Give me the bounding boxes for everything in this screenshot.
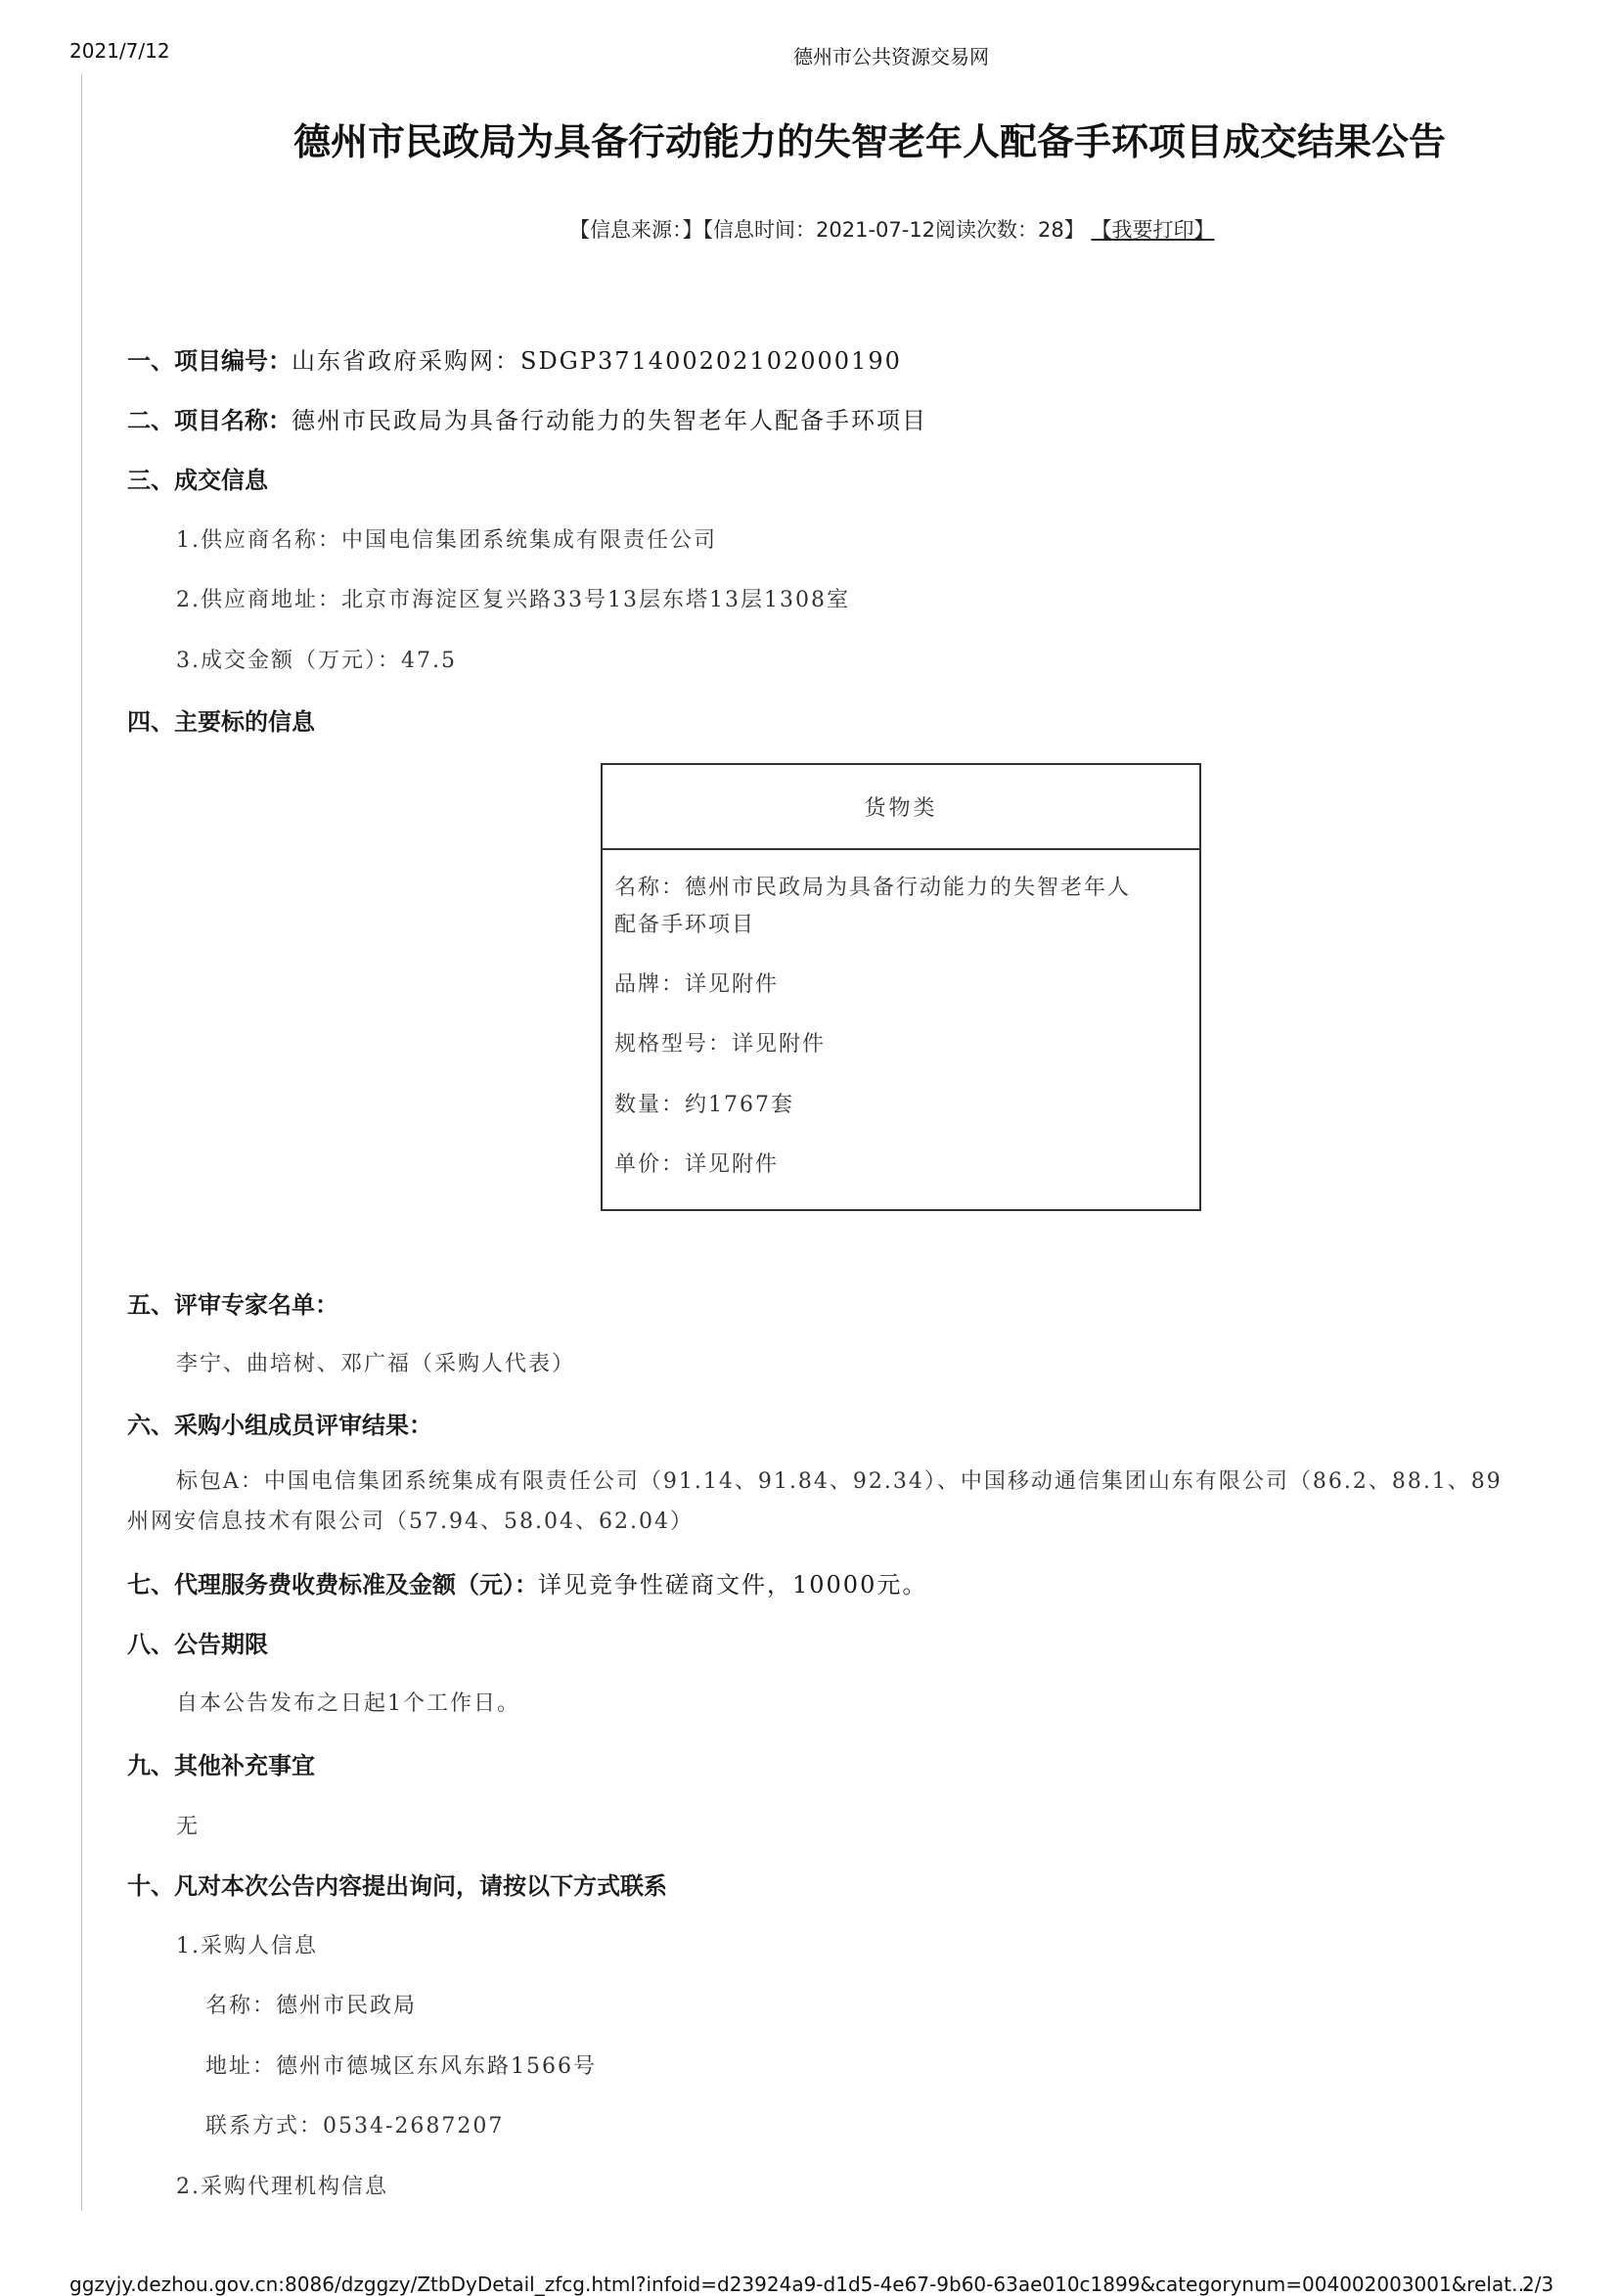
- section-heading: 二、项目名称：: [127, 407, 292, 434]
- section-project-number: [127, 345, 902, 377]
- section-heading: 四、主要标的信息: [127, 708, 315, 736]
- review-results-clip: [176, 1467, 1550, 1497]
- section-heading: 十、凡对本次公告内容提出询问，请按以下方式联系: [127, 1872, 667, 1900]
- section-main-targets: [127, 706, 315, 738]
- agency-info-heading: 2.采购代理机构信息: [176, 2175, 388, 2199]
- review-results-line2: 州网安信息技术有限公司（57.94、58.04、62.04）: [127, 1509, 694, 1534]
- project-number-value: 山东省政府采购网：SDGP371400202102000190: [292, 347, 902, 375]
- section-heading: 五、评审专家名单：: [127, 1291, 338, 1319]
- section-notice-period: [127, 1629, 268, 1660]
- purchaser-info-heading: 1.采购人信息: [176, 1934, 318, 1958]
- section-heading: 八、公告期限: [127, 1631, 268, 1658]
- supplier-address: 2.供应商地址：北京市海淀区复兴路33号13层东塔13层1308室: [176, 588, 850, 612]
- purchaser-name: 名称：德州市民政局: [205, 1994, 418, 2018]
- page-title: 德州市民政局为具备行动能力的失智老年人配备手环项目成交结果公告: [293, 120, 1447, 163]
- goods-table: [601, 763, 1201, 1211]
- section-project-name: [127, 405, 927, 436]
- page-number: 2/3: [1522, 2273, 1554, 2296]
- goods-name-line1: 名称：德州市民政局为具备行动能力的失智老年人: [614, 876, 1132, 900]
- section-heading: 一、项目编号：: [127, 347, 292, 375]
- section-review-results: [127, 1410, 432, 1441]
- section-heading: 六、采购小组成员评审结果：: [127, 1412, 432, 1439]
- site-name: 德州市公共资源交易网: [793, 45, 989, 68]
- goods-model: 规格型号：详见附件: [614, 1032, 827, 1057]
- purchaser-contact: 联系方式：0534-2687207: [205, 2114, 505, 2138]
- section-experts: [127, 1289, 338, 1321]
- deal-amount: 3.成交金额（万元）：47.5: [176, 649, 457, 673]
- review-results-line1: 标包A：中国电信集团系统集成有限责任公司（91.14、91.84、92.34）、中国移动通信集团山东有限公司（86.2、88.1、89: [176, 1469, 1503, 1494]
- page-border-line: [81, 73, 82, 2211]
- goods-unit-price: 单价：详见附件: [614, 1152, 780, 1177]
- goods-name-line2: 配备手环项目: [614, 913, 756, 937]
- section-agency-fee: [127, 1569, 927, 1600]
- notice-period-value: 自本公告发布之日起1个工作日。: [176, 1691, 520, 1716]
- section-heading: 三、成交信息: [127, 467, 268, 494]
- agency-fee-value: 详见竞争性磋商文件，10000元。: [538, 1571, 928, 1598]
- other-matters-value: 无: [176, 1815, 201, 1839]
- expert-list: 李宁、曲培树、邓广福（采购人代表）: [176, 1352, 576, 1376]
- supplier-name: 1.供应商名称：中国电信集团系统集成有限责任公司: [176, 528, 717, 553]
- section-heading: 九、其他补充事宜: [127, 1752, 315, 1779]
- goods-quantity: 数量：约1767套: [614, 1093, 794, 1117]
- section-heading: 七、代理服务费收费标准及金额（元）：: [127, 1571, 538, 1598]
- info-source-time: 【信息来源：】【信息时间：2021-07-12阅读次数：28】: [569, 218, 1085, 242]
- goods-brand: 品牌：详见附件: [614, 972, 780, 997]
- section-deal-info: [127, 465, 268, 496]
- project-name-value: 德州市民政局为具备行动能力的失智老年人配备手环项目: [292, 407, 927, 434]
- info-meta: [569, 214, 1214, 244]
- section-contact: [127, 1870, 667, 1902]
- print-link[interactable]: 【我要打印】: [1091, 218, 1215, 242]
- print-date: 2021/7/12: [69, 39, 170, 63]
- footer-url: ggzyjy.dezhou.gov.cn:8086/dzggzy/ZtbDyDetail_zfcg.html?infoid=d23924a9-d1d5-4e67-9b60-63ae010c1899&categorynum=004002003001&relat…: [69, 2273, 1532, 2296]
- section-other-matters: [127, 1750, 315, 1781]
- goods-table-header: 货物类: [603, 765, 1199, 850]
- purchaser-address: 地址：德州市德城区东风东路1566号: [205, 2054, 597, 2079]
